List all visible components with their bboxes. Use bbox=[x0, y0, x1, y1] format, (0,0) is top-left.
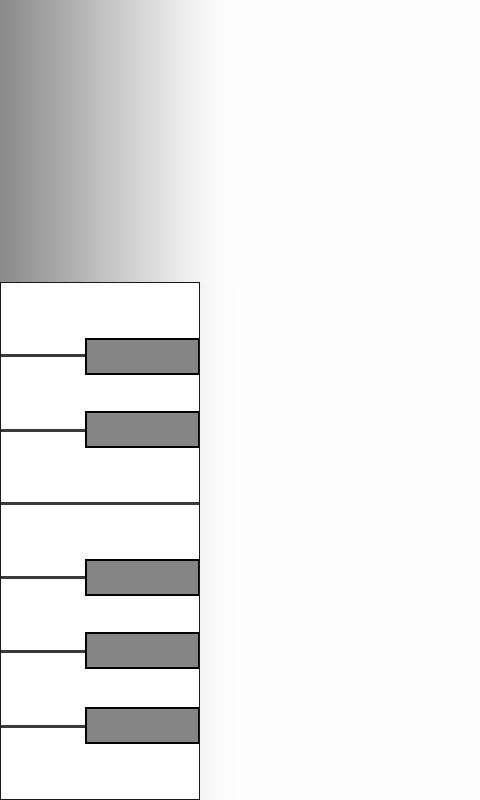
black-key-4[interactable] bbox=[85, 632, 200, 669]
key-divider bbox=[1, 650, 87, 653]
key-divider bbox=[1, 725, 87, 728]
key-divider bbox=[1, 429, 87, 432]
key-divider bbox=[1, 354, 87, 357]
key-divider bbox=[1, 502, 199, 505]
black-key-2[interactable] bbox=[85, 411, 200, 448]
piano-keyboard bbox=[0, 282, 200, 800]
black-key-3[interactable] bbox=[85, 559, 200, 596]
black-key-1[interactable] bbox=[85, 338, 200, 375]
header-gradient-area bbox=[0, 0, 480, 282]
black-key-5[interactable] bbox=[85, 707, 200, 744]
key-divider bbox=[1, 576, 87, 579]
empty-content-area bbox=[200, 282, 480, 800]
